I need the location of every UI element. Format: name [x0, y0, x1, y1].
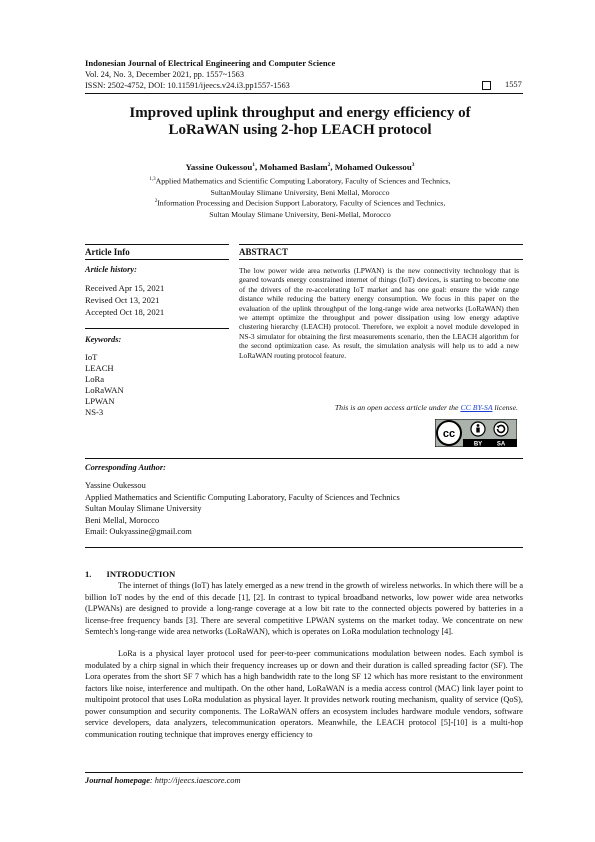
abstract-top-rule	[239, 244, 523, 245]
keywords-label: Keywords:	[85, 335, 122, 344]
page-number: 1557	[505, 80, 522, 89]
corresponding-affiliation: Applied Mathematics and Scientific Computing Laboratory, Faculty of Sciences and Technics	[85, 492, 400, 502]
affiliation-line: Sultan Moulay Slimane University, Beni-Mellal, Morocco	[209, 209, 391, 219]
keywords-rule	[85, 328, 229, 329]
volume-info: Vol. 24, No. 3, December 2021, pp. 1557~1563	[85, 70, 245, 79]
body-rule	[85, 547, 523, 548]
history-received: Received Apr 15, 2021	[85, 283, 165, 293]
corresponding-location: Beni Mellal, Morocco	[85, 515, 160, 525]
svg-text:cc: cc	[442, 428, 456, 440]
corresponding-heading: Corresponding Author:	[85, 463, 166, 472]
article-info-top-rule	[85, 244, 229, 245]
abstract-heading: ABSTRACT	[239, 247, 289, 257]
header-rule	[85, 93, 523, 94]
homepage-label: Journal homepage	[85, 776, 150, 785]
history-revised: Revised Oct 13, 2021	[85, 295, 160, 305]
affiliation-line: Applied Mathematics and Scientific Computing Laboratory, Faculty of Sciences and Technics,	[155, 176, 451, 186]
section-heading-introduction: 1. INTRODUCTION	[85, 569, 176, 579]
author-sup: 1	[252, 162, 255, 169]
issn-doi: ISSN: 2502-4752, DOI: 10.11591/ijeecs.v24.i3.pp1557-1563	[85, 81, 290, 90]
affiliation-2	[85, 196, 515, 220]
keywords-list	[85, 352, 124, 418]
affiliation-line: SultanMoulay Slimane University, Beni Mellal, Morocco	[210, 187, 390, 197]
oa-prefix: This is an open access article under the	[334, 403, 461, 412]
author-sup: 3	[411, 162, 415, 169]
author-name: Mohamed Baslam	[259, 162, 328, 172]
open-access-notice	[300, 403, 518, 412]
history-accepted: Accepted Oct 18, 2021	[85, 307, 165, 317]
keyword: LoRa	[85, 374, 105, 384]
cc-license-link[interactable]: CC BY-SA	[460, 403, 493, 412]
journal-homepage	[85, 776, 241, 785]
corresponding-rule	[85, 458, 523, 459]
history-list	[85, 282, 164, 318]
affiliation-line: Information Processing and Decision Support Laboratory, Faculty of Sciences and Technics,	[157, 198, 446, 208]
intro-paragraph-2: LoRa is a physical layer protocol used for peer-to-peer communications modulation between nodes. Each symbol is modulated by a chirp signal in which their frequency increases up or down and their duration is called spreading factor (SF). The Lora operates from the short SF 7 which has a high bandwidth rate to the long SF 12 which has more resistant to the environment factors like noise, interference and multipath. On the other hand, LoRaWAN is a media access control (MAC) link layer point to multipoint protocol that uses LoRa modulation as physical layer. It provides network routing mechanism, quality of service (QoS), power consumption and security components. The LoRaWAN offers an ecosystem includes hardware module vendors, software service developers, data analyzers, telecommunication operators. Meanwhile, the LEACH protocol [5]-[10] is a multi-hop communication routing technique that improves energy efficiency to	[85, 649, 523, 739]
author-name: Mohamed Oukessou	[334, 162, 412, 172]
cc-sa-label: SA	[496, 441, 506, 447]
affiliation-1	[85, 174, 515, 198]
paper-title	[85, 105, 515, 139]
article-info-heading: Article Info	[85, 247, 130, 257]
homepage-url[interactable]: : http://ijeecs.iaescore.com	[149, 776, 241, 785]
affiliation-sup: 1,3	[149, 177, 156, 182]
corresponding-email: Email: Oukyassine@gmail.com	[85, 527, 192, 537]
footer-rule	[85, 772, 523, 773]
keyword: LEACH	[85, 363, 114, 373]
keyword: IoT	[85, 352, 98, 362]
abstract-text: The low power wide area networks (LPWAN) is the new connectivity technology that is geared towards energy constrained internet of things (IoT) devices, is starting to become one of the drivers of the re-accelerating IoT market and has one goal: ensure the wide range distance while reducing the battery energy consumption. We focus in this paper on the evaluation of the uplink throughput of the long-range wide area networks (LoRaWAN) then we attempt optimize the throughput and power dissipation using low energy adaptive clustering hierarchy (LEACH) protocol. Therefore, we exploit a novel module developed in NS-3 simulator for obtaining the first measurements scenario, then the LEACH algorithm for the second optimization case. As result, the simulation analysis will help us to add a new LoRaWAN routing protocol feature.	[239, 266, 519, 360]
author-name: Yassine Oukessou	[185, 162, 253, 172]
cc-by-label: BY	[473, 441, 483, 447]
intro-paragraph-1: The internet of things (IoT) has lately emerged as a new trend in the growth of wireless networks. In which there will be a billion IoT nodes by the end of this decade [1], [2]. In contrast to typical broadband networks, low power wide area networks (LPWANs) are designed to provide a long-range coverage at a low bit rate to the connected objects powered by batteries in a license-free frequency bands [3]. There are several competitive LPWAN systems on the market today. We concentrate on new Semtech's long-range wide area networks (LoRaWAN), which is operates on LoRa modulation technology [4].	[85, 581, 523, 636]
article-info-rule	[85, 259, 229, 260]
keyword: LoRaWAN	[85, 385, 124, 395]
keyword: NS-3	[85, 407, 104, 417]
square-icon	[482, 81, 491, 90]
oa-suffix: license.	[492, 403, 518, 412]
title-line-1: Improved uplink throughput and energy efficiency of	[129, 105, 471, 121]
author-sup: 2	[327, 162, 331, 169]
author-list: Yassine Oukessou$^1$, Mohamed Baslam$^2$, Mohamed Oukessou$^3$	[185, 162, 415, 172]
abstract-rule	[239, 259, 523, 260]
title-line-2: LoRaWAN using 2-hop LEACH protocol	[168, 122, 432, 138]
keyword: LPWAN	[85, 396, 115, 406]
corresponding-university: Sultan Moulay Slimane University	[85, 504, 202, 514]
history-label: Article history:	[85, 265, 137, 274]
corresponding-details	[85, 480, 400, 538]
affiliation-sup: 2	[154, 199, 158, 204]
corresponding-name: Yassine Oukessou	[85, 481, 146, 490]
cc-by-sa-icon[interactable]	[435, 419, 517, 447]
journal-name: Indonesian Journal of Electrical Engineering and Computer Science	[85, 58, 336, 68]
